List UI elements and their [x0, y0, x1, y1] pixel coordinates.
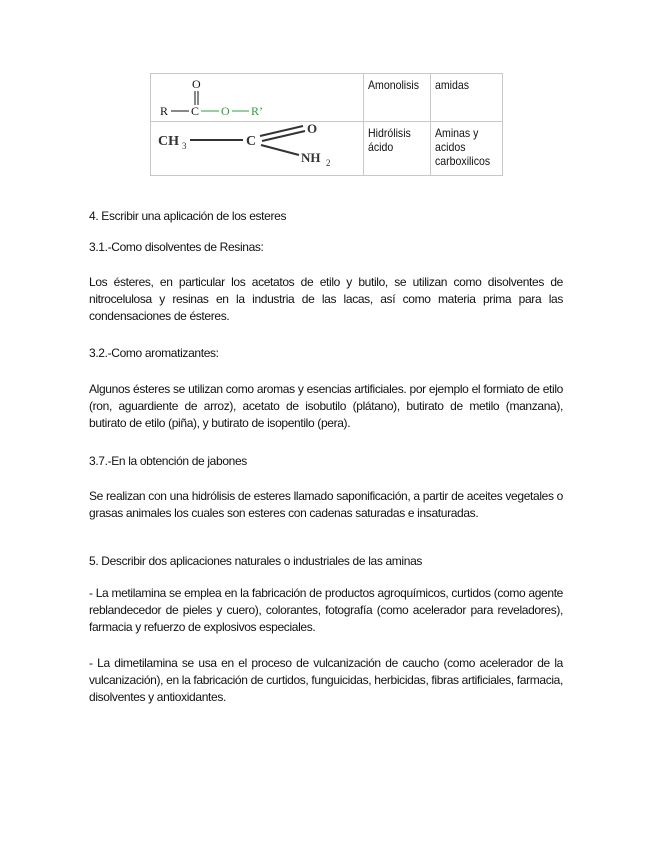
- amine-application-1: - La metilamina se emplea en la fabricación de productos agroquímicos, curtidos (como agente reblandecedor de pieles y cuero), colorantes, fotografía (como acelerador para reveladores), farmacia y refuerzo de explosivos especiales.: [89, 586, 563, 634]
- amino-group: NH: [301, 150, 321, 165]
- reaction-name: Amonolisis: [368, 78, 420, 92]
- product-cell: [431, 122, 503, 176]
- methyl-group: CH: [158, 134, 179, 149]
- section-3-1-heading: 3.1.-Como disolventes de Resinas:: [89, 240, 264, 254]
- methyl-subscript: 3: [182, 141, 187, 151]
- amide-structure: [151, 122, 363, 172]
- section-3-7-heading: 3.7.-En la obtención de jabones: [89, 454, 247, 468]
- amino-subscript: 2: [326, 158, 331, 168]
- reaction-name-cell: [364, 74, 431, 122]
- r-prime-group: R’: [251, 104, 263, 118]
- ester-formula-cell: [151, 74, 364, 122]
- product-name: amidas: [435, 78, 470, 92]
- carbon-atom: C: [191, 104, 200, 118]
- table-row: [151, 74, 503, 122]
- table-row: [151, 122, 503, 176]
- reaction-name: Hidrólisis ácido: [368, 126, 411, 154]
- section-3-1-paragraph: Los ésteres, en particular los acetatos de etilo y butilo, se utilizan como disolventes de nitrocelulosa y resinas en la industria de las lacas, así como materia prima para las condensaciones de ésteres.: [89, 275, 563, 323]
- carbonyl-carbon: C: [246, 134, 257, 149]
- carbonyl-oxygen: O: [192, 77, 201, 91]
- section-3-7-paragraph: Se realizan con una hidrólisis de esteres llamado saponificación, a partir de aceites vegetales o grasas animales los cuales son esteres con cadenas saturadas e insaturadas.: [89, 489, 563, 520]
- double-bond-upper: [260, 126, 303, 136]
- bond-c-n: [261, 145, 299, 155]
- ester-oxygen: O: [221, 104, 230, 118]
- amide-formula-cell: [151, 122, 364, 176]
- product-name: Aminas y acidos carboxilicos: [435, 126, 491, 168]
- amine-application-2: - La dimetilamina se usa en el proceso de vulcanización de caucho (como acelerador de la vulcanización), en la fabricación de curtidos, funguicidas, herbicidas, fibras artificiales, farmacia, disolventes y antioxidantes.: [89, 656, 563, 704]
- question-5-heading: 5. Describir dos aplicaciones naturales o industriales de las aminas: [89, 554, 423, 568]
- section-3-2-paragraph: Algunos ésteres se utilizan como aromas y esencias artificiales. por ejemplo el formiato de etilo (ron, aguardiente de arroz), acetato de isobutilo (plátano), butirato de metilo (manzana), butirato de etilo (piña), y butirato de isopentilo (pera).: [89, 382, 563, 430]
- ester-structure: [151, 74, 363, 118]
- section-3-2-heading: 3.2.-Como aromatizantes:: [89, 346, 219, 360]
- question-4-heading: 4. Escribir una aplicación de los esteres: [89, 209, 287, 223]
- amide-oxygen: O: [307, 122, 318, 136]
- product-cell: [431, 74, 503, 122]
- reaction-table: [150, 73, 503, 176]
- double-bond-lower: [262, 131, 305, 141]
- reaction-name-cell: [364, 122, 431, 176]
- r-group: R: [160, 104, 169, 118]
